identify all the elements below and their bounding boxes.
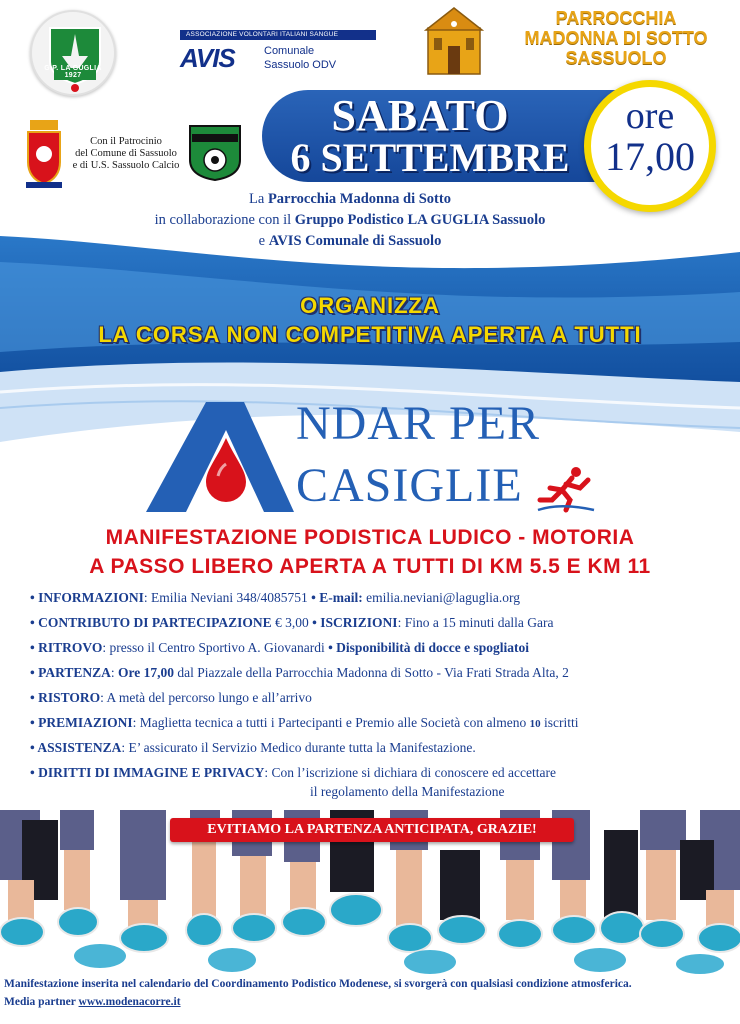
info-6-number: 10 xyxy=(529,718,541,730)
parrocchia-line-1: PARROCCHIA xyxy=(555,8,677,28)
us-sassuolo-badge-icon xyxy=(188,124,242,182)
intro-2-bold: Gruppo Podistico LA GUGLIA Sassuolo xyxy=(294,212,546,228)
info-2-value: € 3,00 xyxy=(271,615,313,630)
intro-line-1 xyxy=(60,191,640,208)
info-2-value-2: : Fino a 15 minuti dalla Gara xyxy=(397,615,554,630)
event-name-line-2: CASIGLIE xyxy=(296,459,523,512)
organizza-title: ORGANIZZA xyxy=(300,293,440,318)
info-row-contributo xyxy=(30,615,730,631)
info-8-value-2: il regolamento della Manifestazione xyxy=(310,784,505,799)
avis-tagline: ASSOCIAZIONE VOLONTARI ITALIANI SANGUE xyxy=(180,30,376,40)
info-6-value: : Maglietta tecnica a tutti i Partecipanti e Premio alle Società con almeno xyxy=(132,715,530,730)
info-4-value: dal Piazzale della Parrocchia Madonna di Sotto - Via Frati Strada Alta, 2 xyxy=(174,665,569,680)
info-6-value-2: iscritti xyxy=(540,715,579,730)
intro-3-pre: e xyxy=(258,233,269,249)
info-8-key: • DIRITTI DI IMMAGINE E PRIVACY xyxy=(30,765,265,780)
intro-2-pre: in collaborazione con il xyxy=(154,212,295,228)
info-row-privacy xyxy=(30,765,730,781)
patronage-text xyxy=(70,136,182,172)
warning-banner: EVITIAMO LA PARTENZA ANTICIPATA, GRAZIE! xyxy=(170,818,574,842)
parrocchia-line-3: SASSUOLO xyxy=(565,48,667,68)
la-guglia-logo xyxy=(30,10,116,96)
info-2-key-2: • ISCRIZIONI xyxy=(312,615,398,630)
info-5-value: : A metà del percorso lungo e all’arrivo xyxy=(100,690,312,705)
organizza-subtitle: LA CORSA NON COMPETITIVA APERTA A TUTTI xyxy=(98,322,642,347)
avis-logo xyxy=(176,30,386,80)
intro-1-bold: Parrocchia Madonna di Sotto xyxy=(267,191,451,207)
event-date: 6 SETTEMBRE xyxy=(290,135,570,180)
info-1-key: • INFORMAZIONI xyxy=(30,590,144,605)
patronage-line-3: e di U.S. Sassuolo Calcio xyxy=(72,160,180,171)
event-day: SABATO xyxy=(331,91,509,140)
footer-media-partner xyxy=(4,996,181,1008)
info-4-key: • PARTENZA xyxy=(30,665,111,680)
patronage-line-2: del Comune di Sassuolo xyxy=(75,148,177,159)
info-4-sep: : xyxy=(110,665,119,680)
info-1-email: emilia.neviani@laguglia.org xyxy=(362,590,520,605)
manifestazione-line-2: A PASSO LIBERO APERTA A TUTTI DI KM 5.5 E KM 11 xyxy=(89,555,651,578)
info-1-value: : Emilia Neviani 348/4085751 xyxy=(143,590,312,605)
time-label: ore xyxy=(625,95,675,137)
info-3-key: • RITROVO xyxy=(30,640,103,655)
info-5-key: • RISTORO xyxy=(30,690,101,705)
runner-icon xyxy=(536,466,596,514)
info-1-key-2: • E-mail: xyxy=(311,590,363,605)
info-6-key: • PREMIAZIONI xyxy=(30,715,133,730)
info-2-key: • CONTRIBUTO DI PARTECIPAZIONE xyxy=(30,615,272,630)
info-3-key-2: • Disponibilità di docce e spogliatoi xyxy=(328,640,529,655)
intro-1-pre: La xyxy=(249,191,268,207)
info-row-privacy-cont xyxy=(310,784,730,800)
event-a-logo-icon xyxy=(140,398,300,514)
info-3-value: : presso il Centro Sportivo A. Giovanardi xyxy=(102,640,329,655)
church-icon xyxy=(424,2,484,76)
info-row-ritrovo xyxy=(30,640,730,656)
info-4-time: Ore 17,00 xyxy=(118,665,175,680)
footer-calendar-note: Manifestazione inserita nel calendario del Coordinamento Podistico Modenese, si svorgerà con qualsiasi condizione atmosferica. xyxy=(4,978,632,990)
info-row-assistenza xyxy=(30,740,730,756)
info-row-partenza xyxy=(30,665,730,681)
parrocchia-line-2: MADONNA DI SOTTO xyxy=(524,28,708,48)
intro-3-bold: AVIS Comunale di Sassuolo xyxy=(268,233,442,249)
info-row-ristoro xyxy=(30,690,730,706)
media-partner-link[interactable]: www.modenacorre.it xyxy=(78,996,181,1008)
avis-comunale: Comunale xyxy=(264,45,315,57)
info-7-value: : E’ assicurato il Servizio Medico durante tutta la Manifestazione. xyxy=(121,740,476,755)
info-8-value: : Con l’iscrizione si dichiara di conoscere ed accettare xyxy=(264,765,557,780)
parrocchia-title xyxy=(498,8,734,68)
avis-name: AVIS xyxy=(180,43,235,73)
sassuolo-coat-of-arms-icon xyxy=(22,118,66,190)
manifestazione-line-1: MANIFESTAZIONE PODISTICA LUDICO - MOTORIA xyxy=(105,526,635,549)
guglia-shield-icon xyxy=(32,12,116,96)
intro-line-2 xyxy=(60,212,640,229)
info-row-informazioni xyxy=(30,590,730,606)
info-row-premiazioni xyxy=(30,715,730,731)
avis-sassuolo: Sassuolo ODV xyxy=(264,59,337,71)
info-7-key: • ASSISTENZA xyxy=(30,740,122,755)
guglia-logo-text: G.P. LA GUGLIA 1927 xyxy=(44,65,102,79)
media-partner-label: Media partner xyxy=(4,996,79,1008)
event-name-line-1: NDAR PER xyxy=(296,397,541,450)
patronage-line-1: Con il Patrocinio xyxy=(90,136,162,147)
time-value: 17,00 xyxy=(605,134,695,179)
